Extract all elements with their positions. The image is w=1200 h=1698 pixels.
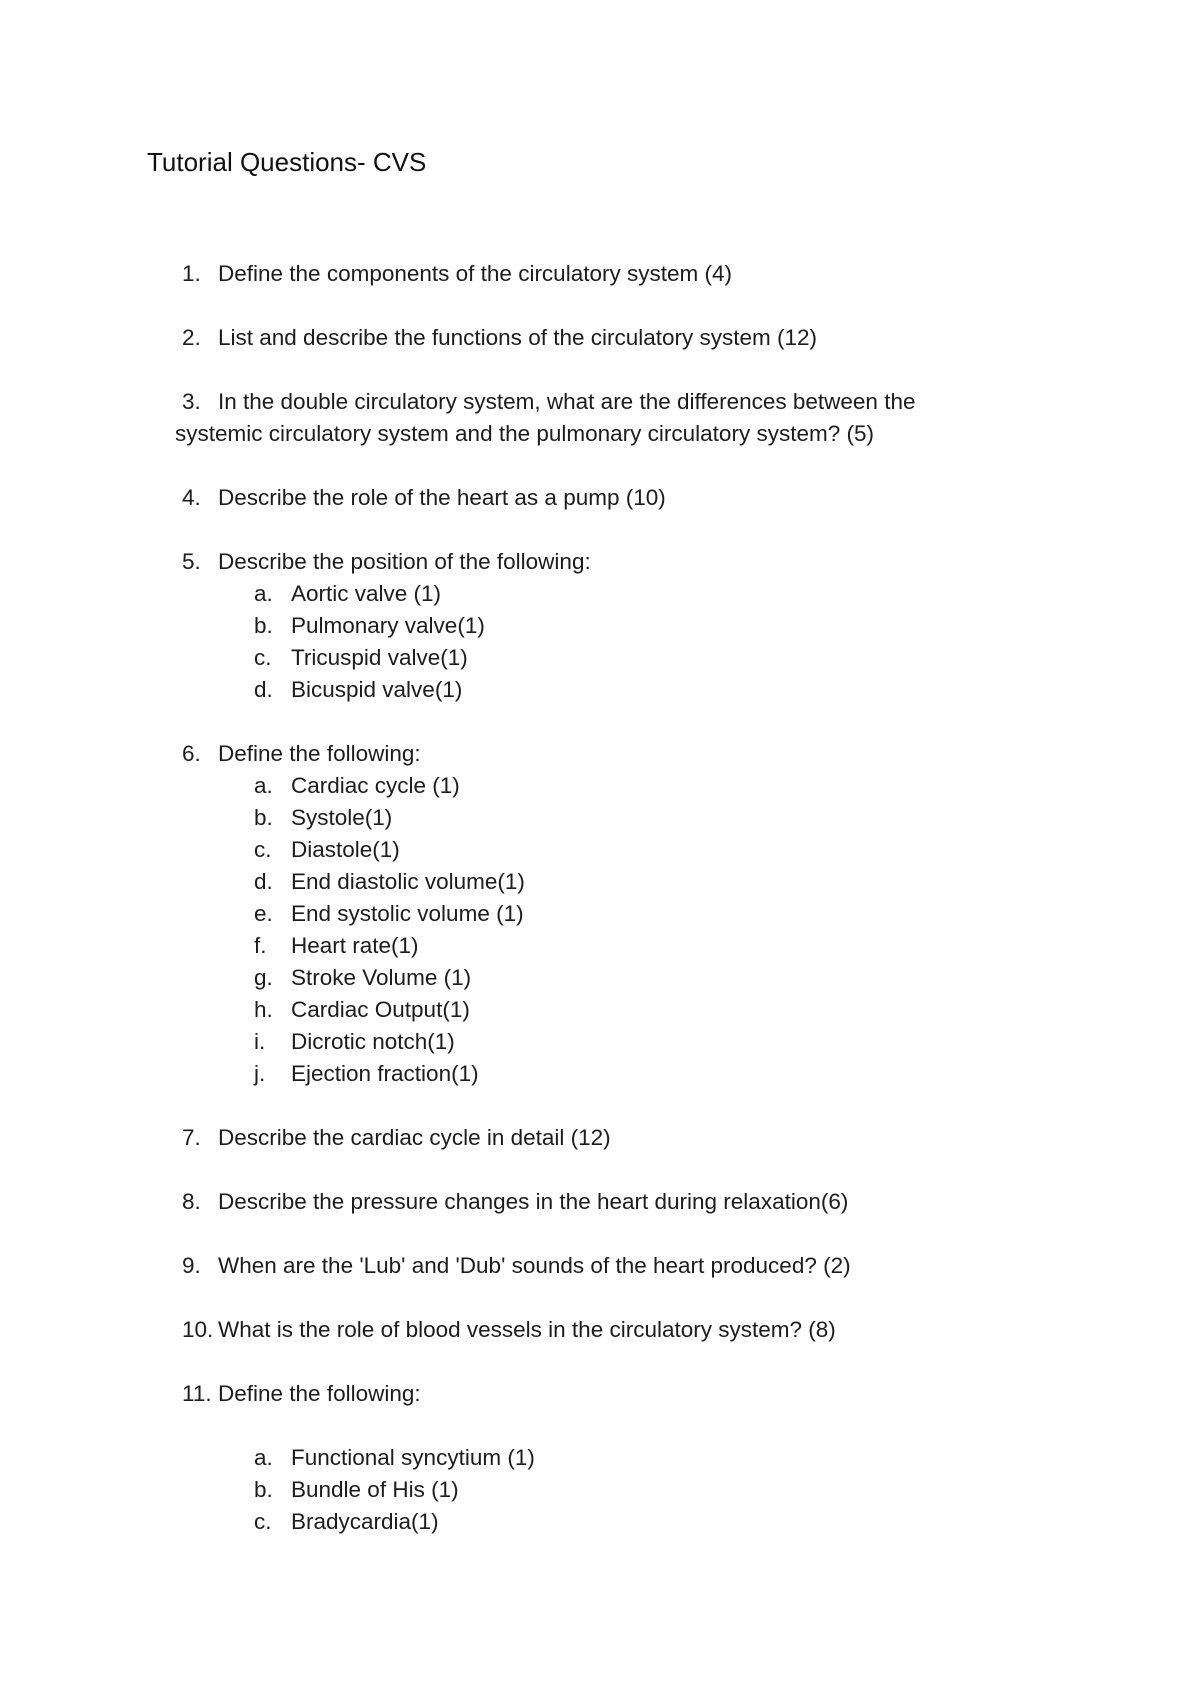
sub-question <box>0 834 1200 866</box>
sub-question-letter: b. <box>254 1477 273 1502</box>
question-number: 6. <box>182 741 201 766</box>
question-text: Describe the cardiac cycle in detail (12) <box>218 1125 611 1150</box>
question-5 <box>0 546 1200 706</box>
sub-question <box>0 1026 1200 1058</box>
question-7 <box>0 1122 1200 1154</box>
sub-question-letter: i. <box>254 1029 266 1054</box>
question-8 <box>0 1186 1200 1218</box>
question-text: What is the role of blood vessels in the circulatory system? (8) <box>218 1317 836 1342</box>
question-number: 5. <box>182 549 201 574</box>
question-number: 10. <box>182 1317 214 1342</box>
sub-question-letter: b. <box>254 613 273 638</box>
sub-question <box>0 770 1200 802</box>
sub-question-letter: a. <box>254 581 273 606</box>
sub-question <box>0 866 1200 898</box>
sub-question-text: Bundle of His (1) <box>291 1477 459 1502</box>
question-text: Define the following: <box>218 1381 421 1406</box>
sub-question-list <box>0 1442 1200 1538</box>
sub-question-text: Heart rate(1) <box>291 933 419 958</box>
sub-question-text: Bradycardia(1) <box>291 1509 439 1534</box>
question-6 <box>0 738 1200 1090</box>
sub-question <box>0 962 1200 994</box>
sub-question-text: Stroke Volume (1) <box>291 965 472 990</box>
sub-question <box>0 802 1200 834</box>
sub-question-letter: c. <box>254 837 272 862</box>
sub-question <box>0 1474 1200 1506</box>
document-title: Tutorial Questions- CVS <box>147 147 427 177</box>
sub-question <box>0 610 1200 642</box>
sub-question-text: Tricuspid valve(1) <box>291 645 468 670</box>
sub-question-text: Dicrotic notch(1) <box>291 1029 455 1054</box>
sub-question <box>0 642 1200 674</box>
question-number: 7. <box>182 1125 201 1150</box>
question-3 <box>0 386 1200 450</box>
question-text: List and describe the functions of the circulatory system (12) <box>218 325 818 350</box>
question-text: Describe the position of the following: <box>218 549 591 574</box>
sub-question-text: Bicuspid valve(1) <box>291 677 463 702</box>
question-number: 2. <box>182 325 201 350</box>
sub-question-letter: b. <box>254 805 273 830</box>
sub-question-list <box>0 770 1200 1090</box>
question-text: Describe the role of the heart as a pump (10) <box>218 485 666 510</box>
question-text: When are the 'Lub' and 'Dub' sounds of the heart produced? (2) <box>218 1253 851 1278</box>
question-10 <box>0 1314 1200 1346</box>
sub-question-letter: d. <box>254 869 273 894</box>
question-text: Define the following: <box>218 741 421 766</box>
sub-question-letter: d. <box>254 677 273 702</box>
question-9 <box>0 1250 1200 1282</box>
question-number: 3. <box>182 389 201 414</box>
question-text: Describe the pressure changes in the heart during relaxation(6) <box>218 1189 849 1214</box>
sub-question-text: Pulmonary valve(1) <box>291 613 485 638</box>
sub-question-text: Aortic valve (1) <box>291 581 442 606</box>
sub-question <box>0 898 1200 930</box>
question-number: 11. <box>182 1381 212 1406</box>
sub-question-letter: f. <box>254 933 267 958</box>
sub-question <box>0 994 1200 1026</box>
question-4 <box>0 482 1200 514</box>
sub-question-letter: c. <box>254 645 272 670</box>
question-text-continued: systemic circulatory system and the pulmonary circulatory system? (5) <box>175 421 874 446</box>
question-number: 9. <box>182 1253 201 1278</box>
question-number: 1. <box>182 261 201 286</box>
sub-question-letter: g. <box>254 965 273 990</box>
question-text: In the double circulatory system, what are the differences between the <box>218 389 916 414</box>
question-text: Define the components of the circulatory system (4) <box>218 261 732 286</box>
question-list <box>0 258 1200 1570</box>
sub-question-letter: a. <box>254 1445 273 1470</box>
question-2 <box>0 322 1200 354</box>
sub-question-text: Ejection fraction(1) <box>291 1061 479 1086</box>
sub-question <box>0 930 1200 962</box>
sub-question <box>0 578 1200 610</box>
question-number: 8. <box>182 1189 201 1214</box>
sub-question <box>0 1506 1200 1538</box>
sub-question-text: Cardiac Output(1) <box>291 997 470 1022</box>
sub-question <box>0 674 1200 706</box>
sub-question <box>0 1058 1200 1090</box>
sub-question-text: End diastolic volume(1) <box>291 869 525 894</box>
blank-line <box>0 1410 1200 1442</box>
sub-question-letter: c. <box>254 1509 272 1534</box>
sub-question-text: Cardiac cycle (1) <box>291 773 460 798</box>
sub-question-letter: e. <box>254 901 273 926</box>
sub-question-text: End systolic volume (1) <box>291 901 524 926</box>
sub-question-text: Functional syncytium (1) <box>291 1445 535 1470</box>
sub-question-letter: h. <box>254 997 273 1022</box>
sub-question <box>0 1442 1200 1474</box>
sub-question-letter: a. <box>254 773 273 798</box>
sub-question-list <box>0 578 1200 706</box>
sub-question-letter: j. <box>254 1061 266 1086</box>
sub-question-text: Systole(1) <box>291 805 393 830</box>
question-number: 4. <box>182 485 201 510</box>
sub-question-text: Diastole(1) <box>291 837 400 862</box>
question-1 <box>0 258 1200 290</box>
question-11 <box>0 1378 1200 1538</box>
